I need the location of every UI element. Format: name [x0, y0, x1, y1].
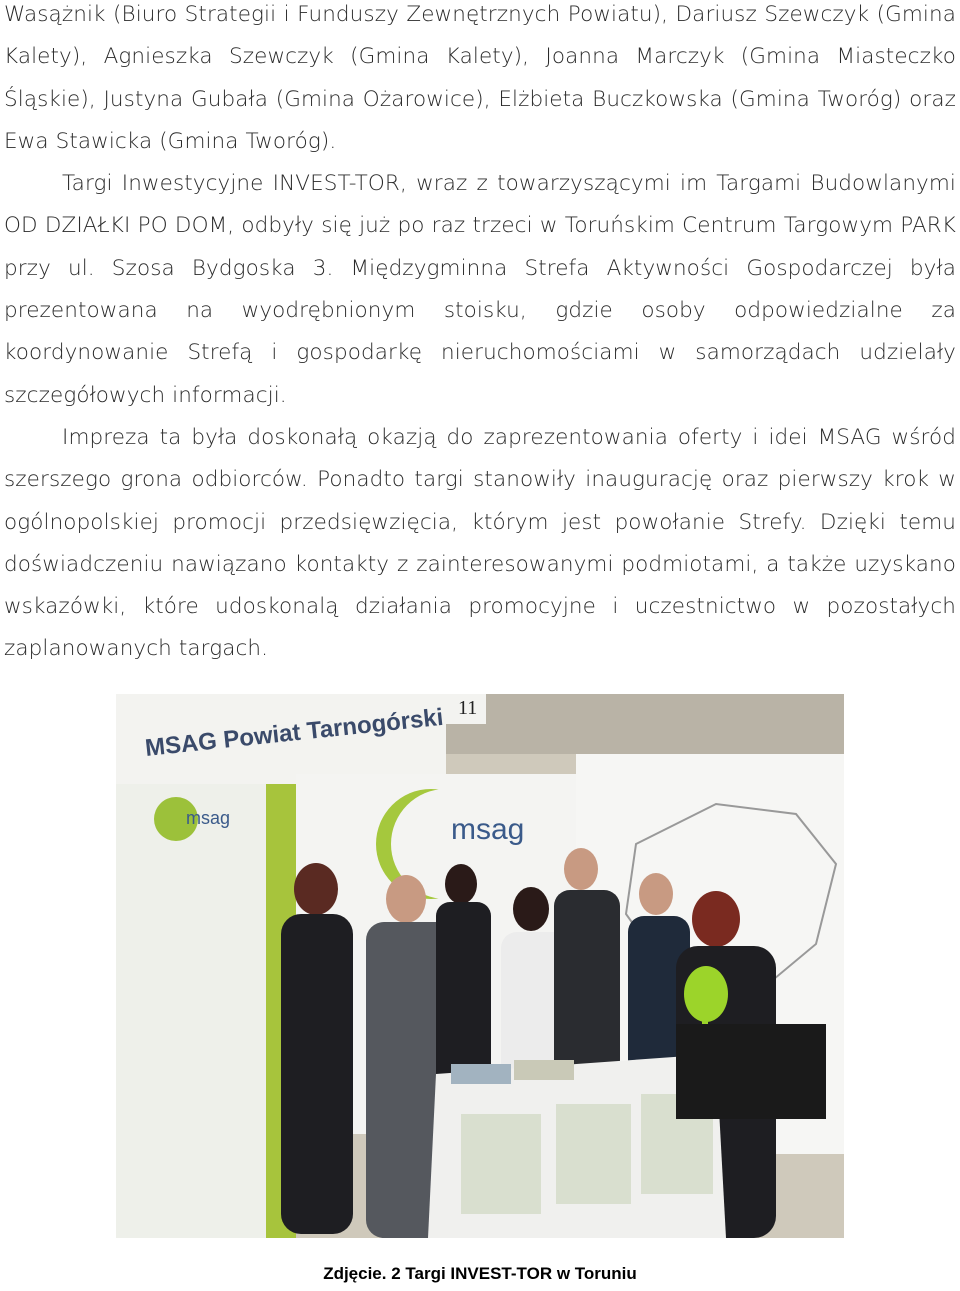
banner-text: MSAG Powiat Tarnogórski	[143, 703, 445, 762]
body-text	[4, 0, 956, 671]
stand-number: 11	[458, 697, 478, 719]
logo-left: msag	[186, 808, 231, 828]
paragraph-3: Impreza ta była doskonałą okazją do zaprezentowania oferty i idei MSAG wśród szerszego grona odbiorców. Ponadto targi stanowiły inaugurację oraz pierwszy krok w ogólnopolskiej promocji przedsięwzięcia, którym jest powołanie Strefy. Dzięki temu doświadczeniu nawiązano kontakty z zainteresowanymi podmiotami, a także uzyskano wskazówki, które udoskonalą działania promocyjne i uczestnictwo w pozostałych zaplanowanych targach.	[4, 424, 956, 662]
paragraph-2: Targi Inwestycyjne INVEST-TOR, wraz z towarzyszącymi im Targami Budowlanymi OD DZIAŁKI PO DOM, odbyły się już po raz trzeci w Toruńskim Centrum Targowym PARK przy ul. Szosa Bydgoska 3. Międzygminna Strefa Aktywności Gospodarczej była prezentowana na wyodrębnionym stoisku, gdzie osoby odpowiedzialne za koordynowanie Strefą i gospodarkę nieruchomościami w samorządach udzielały szczegółowych informacji.	[4, 171, 956, 408]
photo-caption: Zdjęcie. 2 Targi INVEST-TOR w Toruniu	[323, 1264, 637, 1283]
exhibition-photo	[116, 694, 844, 1238]
logo-center: msag	[451, 813, 525, 846]
paragraph-1: Wasążnik (Biuro Strategii i Funduszy Zewnętrznych Powiatu), Dariusz Szewczyk (Gmina Kalety), Agnieszka Szewczyk (Gmina Kalety), Joanna Marczyk (Gmina Miasteczko Śląskie), Justyna Gubała (Gmina Ożarowice), Elżbieta Buczkowska (Gmina Tworóg) oraz Ewa Stawicka (Gmina Tworóg).	[4, 2, 956, 154]
